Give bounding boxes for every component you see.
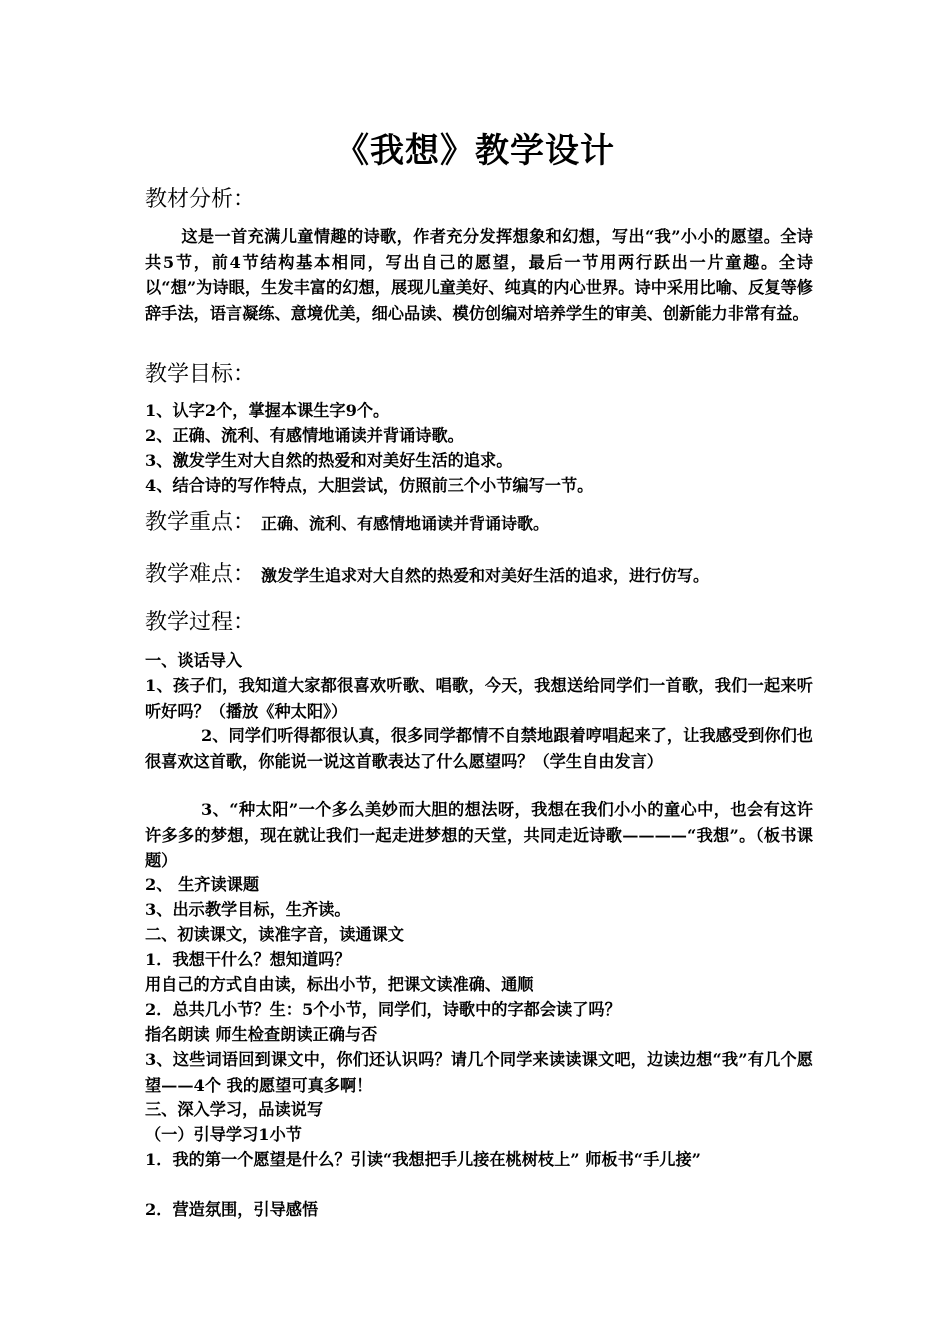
process-line-text: 2、同学们听得都很认真，很多同学都情不自禁地跟着哼唱起来了，让我感受到你们也很喜欢这首歌，你能说一说这首歌表达了什么愿望吗？（学生自由发言） [145, 726, 813, 771]
process-line: 2．营造氛围，引导感悟 [145, 1200, 319, 1219]
heading-teaching-process: 教学过程： [145, 610, 256, 635]
teaching-difficulty-text: 激发学生追求对大自然的热爱和对美好生活的追求，进行仿写。 [261, 566, 710, 585]
process-line: 一、谈话导入 [145, 651, 243, 670]
teaching-key-text: 正确、流利、有感情地诵读并背诵诗歌。 [261, 514, 550, 533]
process-line [145, 723, 813, 774]
process-line: 指名朗读 师生检查朗读正确与否 [145, 1025, 378, 1044]
goal-item: 3、激发学生对大自然的热爱和对美好生活的追求。 [145, 451, 513, 470]
process-line: 1．我的第一个愿望是什么？引读“我想把手儿接在桃树枝上” 师板书“手儿接” [145, 1150, 701, 1169]
goal-item: 4、结合诗的写作特点，大胆尝试，仿照前三个小节编写一节。 [145, 476, 594, 495]
process-line [145, 797, 813, 874]
process-line: 2、 生齐读课题 [145, 875, 260, 894]
process-line: （一）引导学习1小节 [145, 1125, 302, 1144]
material-analysis-text [145, 224, 813, 326]
process-line: 1．我想干什么？想知道吗？ [145, 950, 351, 969]
process-line: 3、这些词语回到课文中，你们还认识吗？请几个同学来读读课文吧，边读边想“我”有几个愿望——4个 我的愿望可真多啊！ [145, 1050, 813, 1095]
goal-item: 2、正确、流利、有感情地诵读并背诵诗歌。 [145, 426, 464, 445]
heading-teaching-key [145, 508, 549, 539]
process-line-text: 3、“种太阳”一个多么美妙而大胆的想法呀，我想在我们小小的童心中，也会有这许许多多的梦想，现在就让我们一起走进梦想的天堂，共同走近诗歌————“我想”。（板书课题） [145, 800, 813, 870]
heading-material-analysis: 教材分析： [145, 187, 256, 212]
heading-teaching-difficulty [145, 560, 709, 591]
process-line: 二、初读课文，读准字音，读通课文 [145, 925, 404, 944]
process-line: 用自己的方式自由读，标出小节，把课文读准确、通顺 [145, 975, 534, 994]
process-line: 三、深入学习，品读说写 [145, 1100, 324, 1119]
process-line: 3、出示教学目标，生齐读。 [145, 900, 351, 919]
teaching-key-label: 教学重点： [145, 510, 256, 535]
goal-item: 1、认字2个，掌握本课生字9个。 [145, 401, 390, 420]
teaching-difficulty-label: 教学难点： [145, 562, 256, 587]
page-title: 《我想》教学设计 [335, 131, 615, 171]
process-line: 2．总共几小节？生：5个小节，同学们，诗歌中的字都会读了吗？ [145, 1000, 621, 1019]
heading-teaching-goals: 教学目标： [145, 362, 256, 387]
material-analysis-body: 这是一首充满儿童情趣的诗歌，作者充分发挥想象和幻想，写出“我”小小的愿望。全诗共5节，前4节结构基本相同，写出自己的愿望，最后一节用两行跃出一片童趣。全诗以“想”为诗眼，生发丰富的幻想，展现儿童美好、纯真的内心世界。诗中采用比喻、反复等修辞手法，语言凝练、意境优美，细心品读、模仿创编对培养学生的审美、创新能力非常有益。 [145, 227, 813, 323]
process-line: 1、孩子们，我知道大家都很喜欢听歌、唱歌，今天，我想送给同学们一首歌，我们一起来听听好吗？（播放《种太阳》） [145, 676, 813, 721]
